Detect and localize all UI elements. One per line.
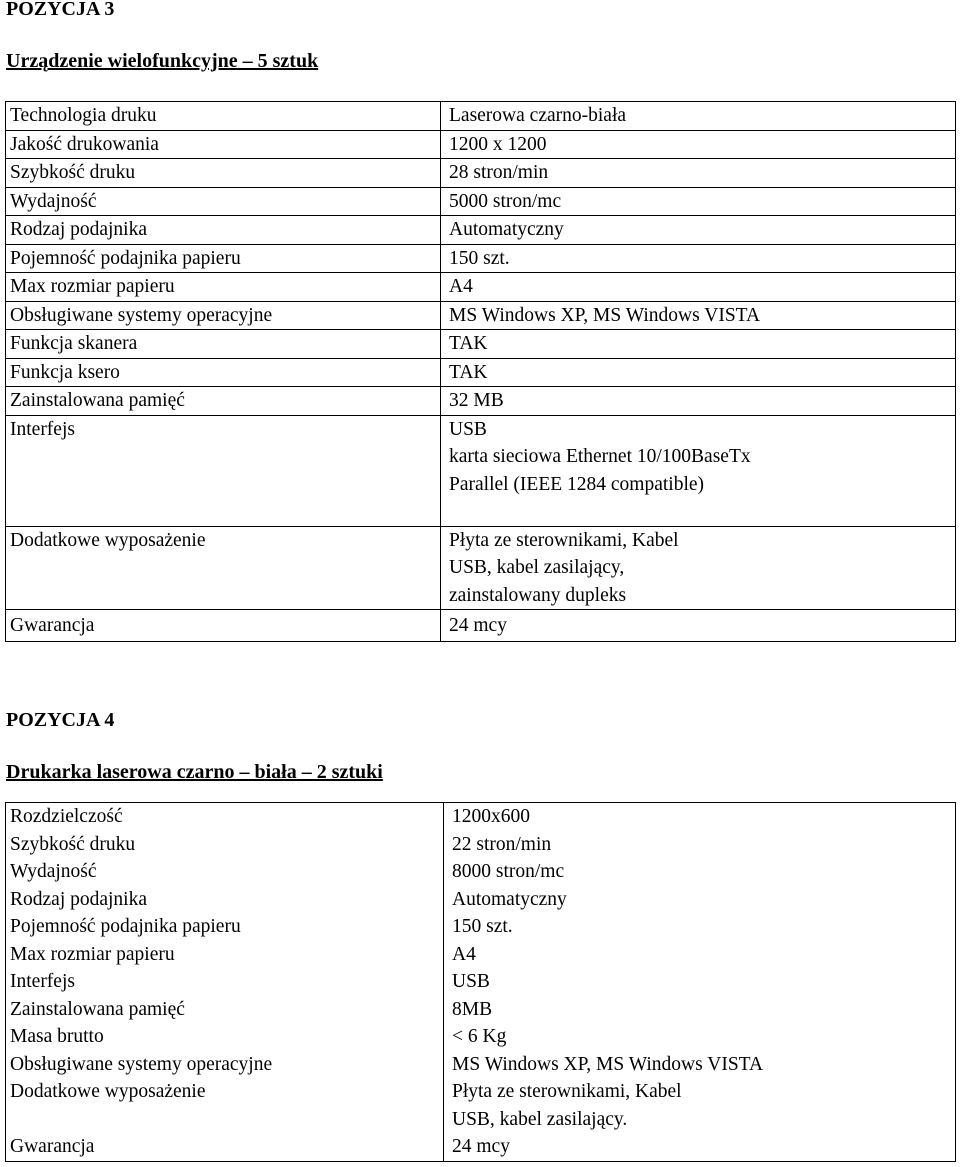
table-row (6, 358, 956, 387)
table-row (6, 244, 956, 273)
spec-value-line: USB (449, 418, 487, 440)
spec-value-line: USB, kabel zasilający. (452, 1108, 628, 1130)
spec-label: Jakość drukowania (6, 130, 441, 159)
spec-value-line: Płyta ze sterownikami, Kabel (449, 529, 679, 551)
table-row (6, 968, 956, 996)
spec-label: Funkcja ksero (6, 358, 441, 387)
spec-value: 5000 stron/mc (441, 187, 956, 216)
spec-value: 8MB (444, 996, 956, 1024)
table-row (6, 415, 956, 526)
spec-value: < 6 Kg (444, 1023, 956, 1051)
table-row (6, 187, 956, 216)
spec-value-line: USB, kabel zasilający, (449, 557, 625, 578)
spec-label: Pojemność podajnika papieru (6, 913, 444, 941)
spec-label: Dodatkowe wyposażenie (6, 526, 441, 610)
table-row (6, 301, 956, 330)
table-row (6, 886, 956, 914)
spec-value: Laserowa czarno-biała (441, 102, 956, 131)
spec-label: Masa brutto (6, 1023, 444, 1051)
spec-value-line: zainstalowany dupleks (449, 584, 627, 606)
spec-label: Funkcja skanera (6, 330, 441, 359)
spec-label: Max rozmiar papieru (6, 273, 441, 302)
spec-value: 28 stron/min (441, 159, 956, 188)
spec-value: Automatyczny (441, 216, 956, 245)
spec-label: Technologia druku (6, 102, 441, 131)
spec-label: Gwarancja (6, 610, 441, 642)
spec-label: Max rozmiar papieru (6, 941, 444, 969)
spec-value: A4 (444, 941, 956, 969)
spec-label: Interfejs (6, 968, 444, 996)
table-row (6, 102, 956, 131)
spec-value-line: Parallel (IEEE 1284 compatible) (449, 473, 705, 495)
spec-value: 150 szt. (444, 913, 956, 941)
table-row (6, 1051, 956, 1079)
section3-spec-table (5, 101, 956, 642)
spec-value-line: karta sieciowa Ethernet 10/100BaseTx (449, 446, 751, 467)
table-row (6, 610, 956, 642)
spec-label: Pojemność podajnika papieru (6, 244, 441, 273)
table-row (6, 858, 956, 886)
spec-label: Gwarancja (6, 1133, 444, 1161)
section3-position-heading: POZYCJA 3 (6, 0, 115, 20)
spec-value: 8000 stron/mc (444, 858, 956, 886)
spec-label: Wydajność (6, 187, 441, 216)
spec-value: 1200 x 1200 (441, 130, 956, 159)
table-row (6, 216, 956, 245)
spec-value: USB (444, 968, 956, 996)
table-row (6, 941, 956, 969)
spec-value: 22 stron/min (444, 831, 956, 859)
spec-label: Rodzaj podajnika (6, 886, 444, 914)
spec-label: Zainstalowana pamięć (6, 996, 444, 1024)
spec-label: Obsługiwane systemy operacyjne (6, 301, 441, 330)
spec-label: Szybkość druku (6, 159, 441, 188)
table-row (6, 803, 956, 831)
table-row (6, 913, 956, 941)
spec-label: Szybkość druku (6, 831, 444, 859)
table-row (6, 1133, 956, 1161)
spec-value: TAK (441, 330, 956, 359)
table-row (6, 387, 956, 416)
table-row (6, 996, 956, 1024)
spec-label: Zainstalowana pamięć (6, 387, 441, 416)
spec-label: Interfejs (6, 415, 441, 526)
spec-value: TAK (441, 358, 956, 387)
table-row (6, 130, 956, 159)
section4-position-heading: POZYCJA 4 (6, 709, 115, 731)
spec-value: 1200x600 (444, 803, 956, 831)
spec-value (441, 415, 956, 526)
table-row (6, 526, 956, 610)
section4-title: Drukarka laserowa czarno – biała – 2 sztuki (6, 761, 383, 783)
spec-value (444, 1078, 956, 1133)
table-row (6, 1023, 956, 1051)
spec-value: Automatyczny (444, 886, 956, 914)
spec-label: Wydajność (6, 858, 444, 886)
spec-label: Obsługiwane systemy operacyjne (6, 1051, 444, 1079)
spec-value: 32 MB (441, 387, 956, 416)
spec-label: Rodzaj podajnika (6, 216, 441, 245)
spec-value: A4 (441, 273, 956, 302)
section3-title: Urządzenie wielofunkcyjne – 5 sztuk (6, 50, 319, 72)
spec-label: Dodatkowe wyposażenie (6, 1078, 444, 1133)
spec-value: 24 mcy (441, 610, 956, 642)
table-row (6, 1078, 956, 1133)
section4-spec-table (5, 802, 956, 1162)
spec-value: MS Windows XP, MS Windows VISTA (441, 301, 956, 330)
spec-value-line: Płyta ze sterownikami, Kabel (452, 1081, 682, 1102)
spec-value: 150 szt. (441, 244, 956, 273)
table-row (6, 273, 956, 302)
table-row (6, 159, 956, 188)
spec-value: 24 mcy (444, 1133, 956, 1161)
table-row (6, 330, 956, 359)
spec-value (441, 526, 956, 610)
spec-label: Rozdzielczość (6, 803, 444, 831)
table-row (6, 831, 956, 859)
spec-value: MS Windows XP, MS Windows VISTA (444, 1051, 956, 1079)
